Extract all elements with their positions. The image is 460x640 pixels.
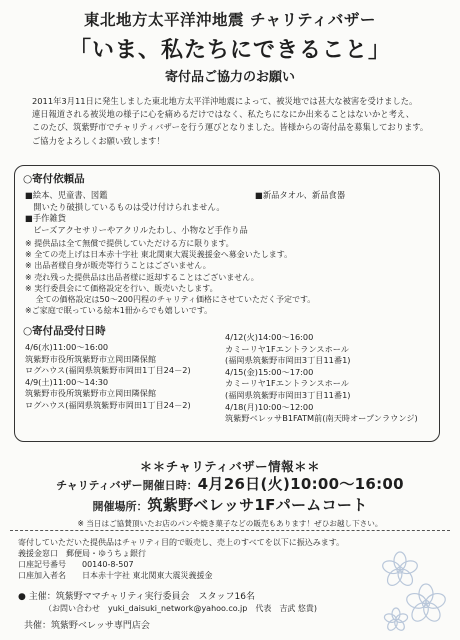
- page-title: 「いま、私たちにできること」: [68, 38, 391, 63]
- intro-paragraph: [32, 95, 442, 148]
- schedule-place: 筑紫野市役所筑紫野市立岡田隣保館: [25, 388, 157, 399]
- donation-notes: [25, 238, 315, 316]
- event-subtitle: 東北地方太平洋沖地震 チャリティバザー: [84, 11, 376, 29]
- schedule-address: (福岡県筑紫野市岡田3丁目11番1): [225, 355, 351, 366]
- cosponsor-line: 共催：筑紫野ベレッサ専門店会: [24, 621, 150, 631]
- item-towels: ■新品タオル、新品食器: [255, 190, 346, 200]
- intro-line: 2011年3月11日に発生しました東北地方太平洋沖地震によって、被災地では甚大な被害を受けました。: [32, 96, 418, 106]
- donation-info-box: [14, 165, 440, 442]
- bazaar-venue-row: [0, 494, 460, 515]
- schedule-date: 4/6(水)11:00～16:00: [25, 342, 109, 352]
- schedule-address: (福岡県筑紫野市岡田3丁目11番1): [225, 389, 351, 400]
- flower-decoration-icon: [374, 548, 454, 636]
- donation-transfer-info: [18, 537, 344, 581]
- schedule-place: カミーリヤ1Fエントランスホール: [225, 343, 349, 354]
- organizer-line: ● 主催：筑紫野ママチャリティ実行委員会 スタッフ16名: [18, 592, 255, 602]
- bazaar-date-value: 4月26日(火)10:00～16:00: [197, 475, 404, 493]
- intro-line: ご協力をよろしくお願い致します！: [32, 135, 165, 146]
- section-divider: [10, 530, 450, 531]
- note-line: 全ての価格設定は50～200円程のチャリティ価格にさせていただく予定です。: [25, 295, 316, 305]
- intro-line: このたび、筑紫野市でチャリティバザーを行う運びとなりました。皆様からの寄付品を募集しております。: [32, 122, 429, 133]
- schedule-address: ログハウス(福岡県筑紫野市岡田1丁目24－2): [25, 365, 191, 376]
- schedule-place: 筑紫野ベレッサB1FATM前(南天時オープンラウンジ): [225, 413, 418, 424]
- transfer-line: 義援金窓口 郵便局・ゆうちょ銀行: [18, 549, 146, 558]
- receive-schedule-right: [225, 332, 418, 425]
- receive-schedule-left: [25, 342, 191, 412]
- item-books-note: 開いたり破損しているものは受け付けられません。: [25, 201, 225, 212]
- schedule-date: 4/15(金)15:00～17:00: [225, 366, 314, 377]
- bazaar-date-label: チャリティバザー開催日時：: [56, 479, 198, 492]
- bazaar-venue-value: 筑紫野ベレッサ1Fパームコート: [147, 496, 368, 514]
- schedule-place: 筑紫野市役所筑紫野市立岡田隣保館: [25, 353, 157, 364]
- bazaar-venue-label: 開催場所：: [92, 500, 148, 513]
- transfer-line: 口座記号番号 00140-8-507: [18, 560, 134, 569]
- bazaar-note: ※ 当日はご協賛頂いたお店のパンや焼き菓子などの販売もあります！ぜひお越し下さい。: [77, 519, 383, 528]
- note-line: ※ 提供品は全て無償で提供していただける方に限ります。: [25, 239, 234, 248]
- schedule-date: 4/9(土)11:00～14:30: [25, 376, 109, 387]
- note-line: ※ 実行委員会にて価格設定を行い、販売いたします。: [25, 283, 218, 293]
- items-heading: ○寄付依頼品: [23, 173, 85, 185]
- note-line: ※ 全ての売上げは日本赤十字社 東北関東大震災義援金へ募金いたします。: [25, 250, 293, 260]
- schedule-date: 4/18(月)10:00～12:00: [225, 401, 314, 412]
- item-handmade-note: ビーズアクセサリーやアクリルたわし、小物など手作り品: [25, 224, 248, 235]
- schedule-date: 4/12(火)14:00～16:00: [225, 332, 314, 342]
- schedule-address: ログハウス(福岡県筑紫野市岡田1丁目24－2): [25, 399, 191, 410]
- item-list-primary: [25, 190, 248, 236]
- receive-heading: ○寄付品受付日時: [23, 325, 106, 337]
- request-heading: 寄付品ご協力のお願い: [164, 70, 295, 85]
- transfer-line: 寄付していただいた提供品はチャリティ目的で販売し、売上のすべてを以下に振込みます。: [18, 538, 345, 547]
- schedule-place: カミーリヤ1Fエントランスホール: [225, 378, 349, 389]
- intro-line: 連日報道される被災地の様子に心を痛めるだけではなく、私たちになにか出来ることはないかと考え、: [32, 109, 414, 120]
- item-handmade: ■手作雑貨: [25, 213, 67, 224]
- note-line: ※ご家庭で眠っている絵本1冊からでも嬉しいです。: [25, 306, 213, 316]
- note-line: ※ 出品者様自身が販売等行うことはございません。: [25, 261, 211, 271]
- transfer-line: 口座加入者名 日本赤十字社 東北関東大震災義援金: [18, 571, 213, 580]
- item-books: ■絵本、児童書、図鑑: [25, 190, 108, 200]
- bazaar-date-row: [0, 473, 460, 494]
- note-line: ※ 売れ残った提供品は出品者様に返却することはございません。: [25, 272, 259, 282]
- bazaar-info-title: ＊＊チャリティバザー情報＊＊: [139, 459, 321, 474]
- contact-line: （お問い合わせ yuki_daisuki_network@yahoo.co.jp 代表 吉武 悠貴): [44, 604, 318, 613]
